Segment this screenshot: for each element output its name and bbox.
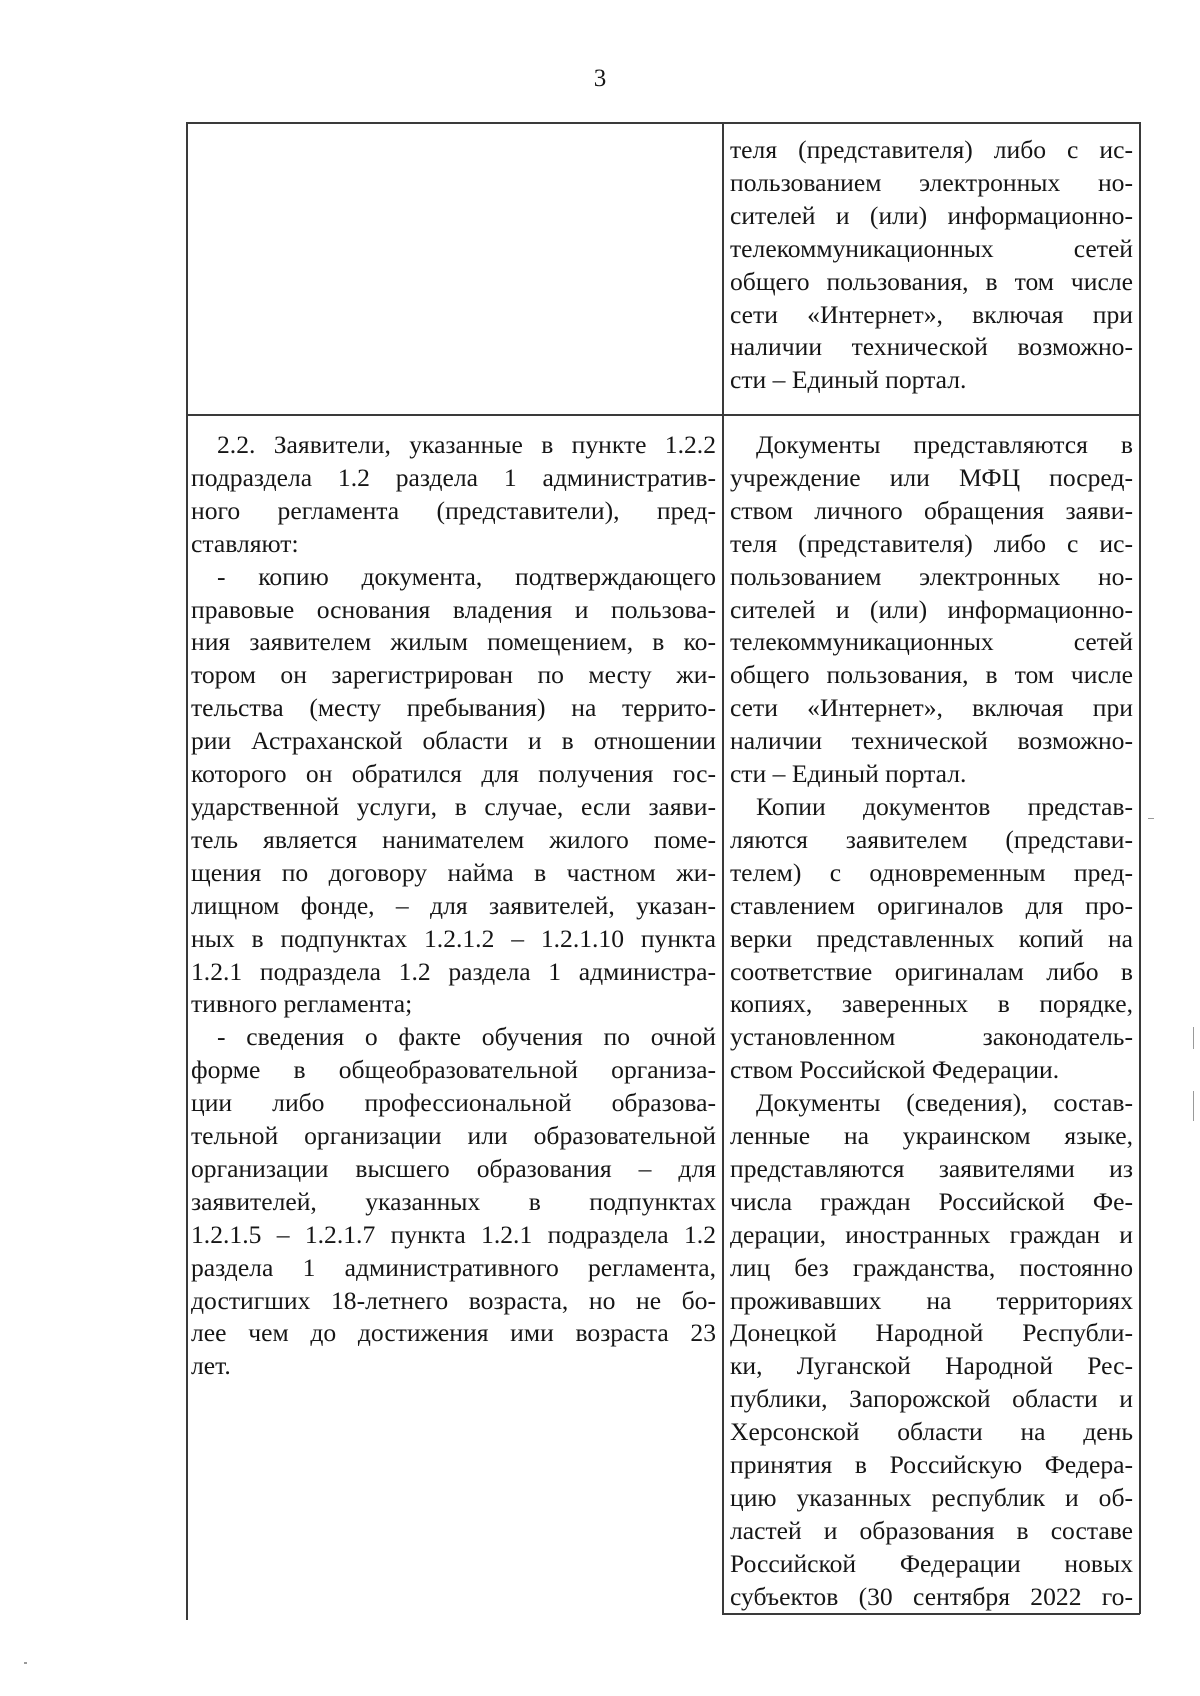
text-line: ставлением оригиналов для про-	[730, 890, 1133, 920]
text-line: Херсонской области на день	[730, 1417, 1133, 1447]
text-line: публики, Запорожской области и	[730, 1384, 1133, 1414]
text-line: сителей и (или) информационно-	[730, 594, 1133, 624]
text-line: ляются заявителем (представи-	[730, 824, 1133, 854]
row2-left-paragraph-1	[191, 429, 716, 561]
text-line: принятия в Российскую Федера-	[730, 1450, 1133, 1480]
row1-right-paragraph	[730, 134, 1133, 397]
text-line: раздела 1 административного регламента,	[191, 1252, 716, 1282]
scan-artifact	[24, 1662, 27, 1664]
text-line: пользованием электронных но-	[730, 561, 1133, 591]
text-line: общего пользования, в том числе	[730, 660, 1133, 690]
text-line: тором он зарегистрирован по месту жи-	[191, 660, 716, 690]
text-line: ния заявителем жилым помещением, в ко-	[191, 627, 716, 657]
text-line: сти – Единый портал.	[730, 365, 967, 395]
text-line: которого он обратился для получения гос-	[191, 759, 716, 789]
text-line: общего пользования, в том числе	[730, 266, 1133, 296]
text-line: ством Российской Федерации.	[730, 1055, 1060, 1085]
text-line: цию указанных республик и об-	[730, 1483, 1133, 1512]
scan-artifact	[1148, 818, 1154, 819]
text-line: - сведения о факте обучения по очной	[217, 1022, 716, 1052]
text-line: лищном фонде, – для заявителей, указан-	[191, 890, 716, 920]
text-line: копиях, заверенных в порядке,	[730, 989, 1133, 1019]
text-line: Документы представляются в	[756, 430, 1133, 459]
text-line: Российской Федерации новых	[730, 1548, 1133, 1578]
text-line: сети «Интернет», включая при	[730, 693, 1133, 723]
text-line: 1.2.1 подраздела 1.2 раздела 1 администра-	[191, 956, 716, 986]
text-line: теля (представителя) либо с ис-	[730, 135, 1133, 164]
row2-left-cell	[191, 429, 716, 1383]
text-line: достигших 18-летнего возраста, но не бо-	[191, 1285, 716, 1315]
text-line: ставляют:	[191, 528, 299, 558]
text-line: ластей и образования в составе	[730, 1515, 1133, 1545]
row2-left-paragraph-3	[191, 1021, 716, 1383]
text-line: Документы (сведения), состав-	[756, 1088, 1133, 1118]
text-line: ки, Луганской Народной Рес-	[730, 1351, 1133, 1381]
text-line: телекоммуникационных сетей	[730, 233, 1133, 263]
table-column-divider	[722, 122, 724, 1614]
text-line: установленном законодатель-	[730, 1022, 1133, 1052]
text-line: ством личного обращения заяви-	[730, 495, 1133, 525]
scan-artifact	[1193, 1027, 1194, 1049]
page-number: 3	[593, 65, 607, 92]
text-line: наличии технической возможно-	[730, 332, 1133, 362]
text-line: заявителей, указанных в подпунктах	[191, 1186, 716, 1216]
table-row-divider	[186, 414, 1140, 416]
text-line: представляются заявителями из	[730, 1153, 1133, 1183]
text-line: наличии технической возможно-	[730, 726, 1133, 756]
text-line: ции либо профессиональной образова-	[191, 1088, 716, 1118]
row2-right-paragraph-1	[730, 429, 1133, 791]
row2-right-paragraph-2	[730, 791, 1133, 1087]
text-line: ного регламента (представители), пред-	[191, 495, 716, 525]
text-line: пользованием электронных но-	[730, 167, 1133, 197]
text-line: верки представленных копий на	[730, 923, 1133, 953]
row2-left-paragraph-2	[191, 561, 716, 1022]
text-line: 2.2. Заявители, указанные в пункте 1.2.2	[217, 430, 716, 459]
text-line: 1.2.1.5 – 1.2.1.7 пункта 1.2.1 подраздела 1.2	[191, 1219, 716, 1249]
text-line: тель является нанимателем жилого поме-	[191, 824, 716, 854]
text-line: учреждение или МФЦ посред-	[730, 462, 1133, 492]
text-line: сети «Интернет», включая при	[730, 299, 1133, 329]
text-line: дерации, иностранных граждан и	[730, 1219, 1133, 1249]
text-line: лет.	[191, 1351, 231, 1381]
text-line: Донецкой Народной Республи-	[730, 1318, 1133, 1348]
text-line: проживавших на территориях	[730, 1285, 1133, 1315]
table-right-border	[1139, 122, 1141, 1614]
text-line: рии Астраханской области и в отношении	[191, 726, 716, 756]
text-line: подраздела 1.2 раздела 1 административ-	[191, 462, 716, 492]
table-left-border	[186, 122, 188, 1620]
text-line: форме в общеобразовательной организа-	[191, 1055, 716, 1085]
text-line: правовые основания владения и пользова-	[191, 594, 716, 624]
text-line: организации высшего образования – для	[191, 1153, 716, 1183]
scan-artifact	[1193, 1091, 1194, 1121]
text-line: телем) с одновременным пред-	[730, 857, 1133, 887]
text-line: сти – Единый портал.	[730, 759, 967, 789]
text-line: щения по договору найма в частном жи-	[191, 857, 716, 887]
text-line: ударственной услуги, в случае, если заяви-	[191, 791, 716, 821]
text-line: соответствие оригиналам либо в	[730, 956, 1133, 986]
text-line: сителей и (или) информационно-	[730, 200, 1133, 230]
row2-right-cell	[730, 429, 1133, 1614]
row2-right-paragraph-3	[730, 1087, 1133, 1614]
text-line: Копии документов представ-	[756, 791, 1133, 821]
text-line: теля (представителя) либо с ис-	[730, 528, 1133, 558]
text-line: субъектов (30 сентября 2022 го-	[730, 1581, 1133, 1611]
text-line: - копию документа, подтверждающего	[217, 561, 716, 591]
text-line: тельной организации или образовательной	[191, 1121, 716, 1151]
text-line: тивного регламента;	[191, 989, 413, 1019]
text-line: телекоммуникационных сетей	[730, 627, 1133, 657]
text-line: числа граждан Российской Фе-	[730, 1186, 1133, 1216]
text-line: ных в подпунктах 1.2.1.2 – 1.2.1.10 пункта	[191, 923, 716, 953]
row1-right-cell	[730, 134, 1133, 397]
text-line: лее чем до достижения ими возраста 23	[191, 1318, 716, 1348]
text-line: тельства (месту пребывания) на террито-	[191, 693, 716, 723]
text-line: лиц без гражданства, постоянно	[730, 1252, 1133, 1282]
text-line: ленные на украинском языке,	[730, 1121, 1133, 1151]
table-top-border	[186, 122, 1140, 124]
